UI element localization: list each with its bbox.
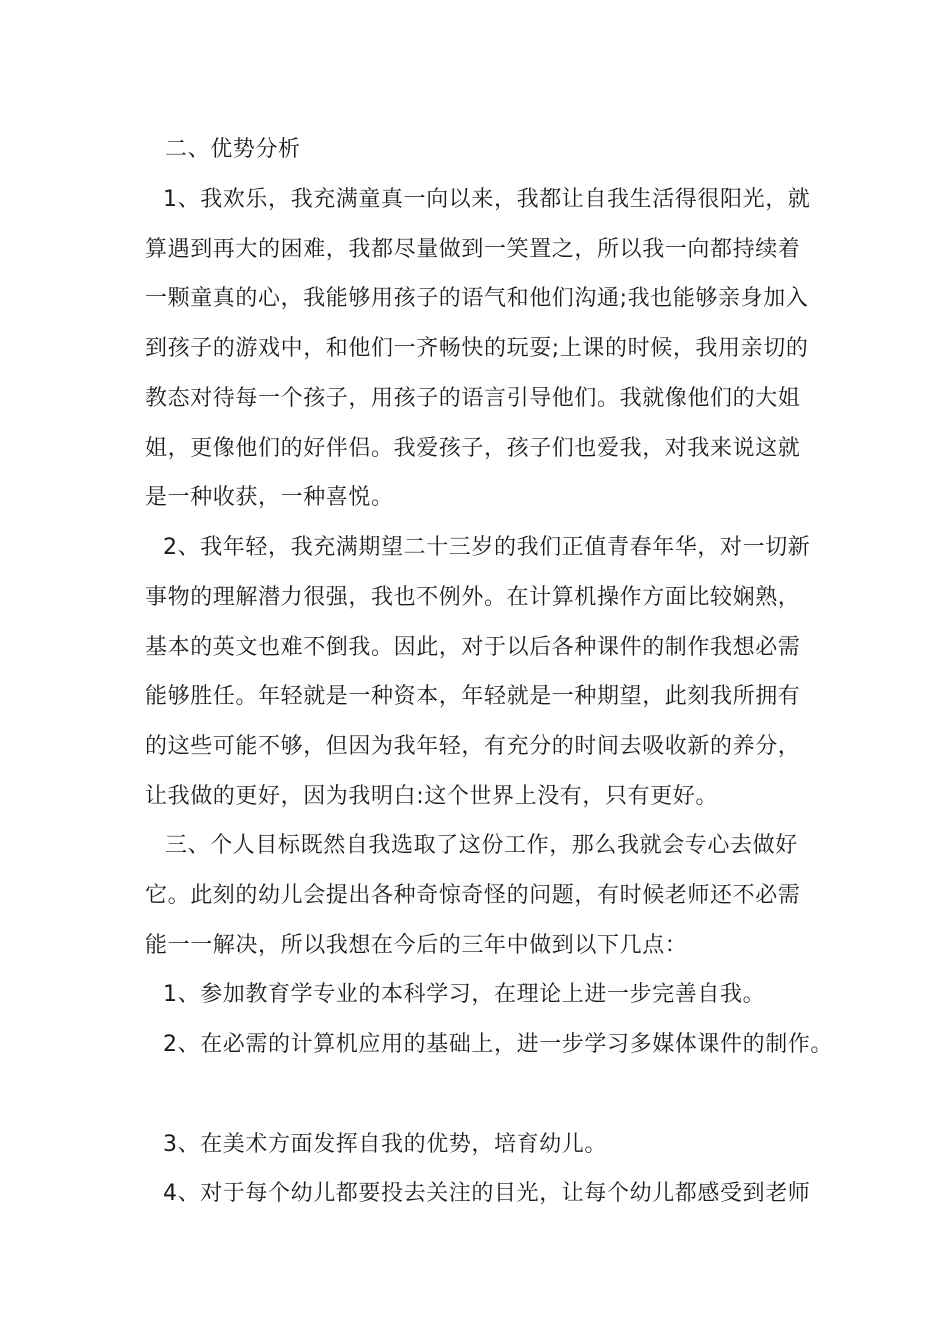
paragraph-line: 1、我欢乐，我充满童真一向以来，我都让自我生活得很阳光，就 [163, 187, 811, 212]
paragraph-line: 事物的理解潜力很强，我也不例外。在计算机操作方面比较娴熟， [145, 585, 801, 610]
paragraph-line: 一颗童真的心，我能够用孩子的语气和他们沟通;我也能够亲身加入 [145, 286, 809, 311]
list-item: 2、在必需的计算机应用的基础上，进一步学习多媒体课件的制作。 [163, 1032, 833, 1057]
paragraph-line: 是一种收获，一种喜悦。 [145, 485, 394, 510]
paragraph-line: 能一一解决，所以我想在今后的三年中做到以下几点： [145, 933, 688, 958]
list-item: 1、参加教育学专业的本科学习，在理论上进一步完善自我。 [163, 982, 766, 1007]
paragraph-line: 教态对待每一个孩子，用孩子的语言引导他们。我就像他们的大姐 [145, 386, 801, 411]
list-item: 3、在美术方面发挥自我的优势，培育幼儿。 [163, 1132, 607, 1157]
paragraph-line: 到孩子的游戏中，和他们一齐畅快的玩耍;上课的时候，我用亲切的 [145, 336, 809, 361]
paragraph-line: 让我做的更好，因为我明白:这个世界上没有，只有更好。 [145, 784, 719, 809]
paragraph-line: 姐，更像他们的好伴侣。我爱孩子，孩子们也爱我，对我来说这就 [145, 436, 801, 461]
section-heading-advantages: 二、优势分析 [165, 137, 301, 162]
paragraph-line: 的这些可能不够，但因为我年轻，有充分的时间去吸收新的养分， [145, 734, 801, 759]
paragraph-line: 基本的英文也难不倒我。因此，对于以后各种课件的制作我想必需 [145, 635, 801, 660]
paragraph-line: 算遇到再大的困难，我都尽量做到一笑置之，所以我一向都持续着 [145, 237, 801, 262]
section-heading-goals: 三、个人目标既然自我选取了这份工作，那么我就会专心去做好 [165, 833, 798, 858]
paragraph-line: 它。此刻的幼儿会提出各种奇惊奇怪的问题，有时候老师还不必需 [145, 883, 801, 908]
paragraph-line: 能够胜任。年轻就是一种资本，年轻就是一种期望，此刻我所拥有 [145, 684, 801, 709]
paragraph-line: 2、我年轻，我充满期望二十三岁的我们正值青春年华，对一切新 [163, 535, 811, 560]
list-item: 4、对于每个幼儿都要投去关注的目光，让每个幼儿都感受到老师 [163, 1181, 811, 1206]
